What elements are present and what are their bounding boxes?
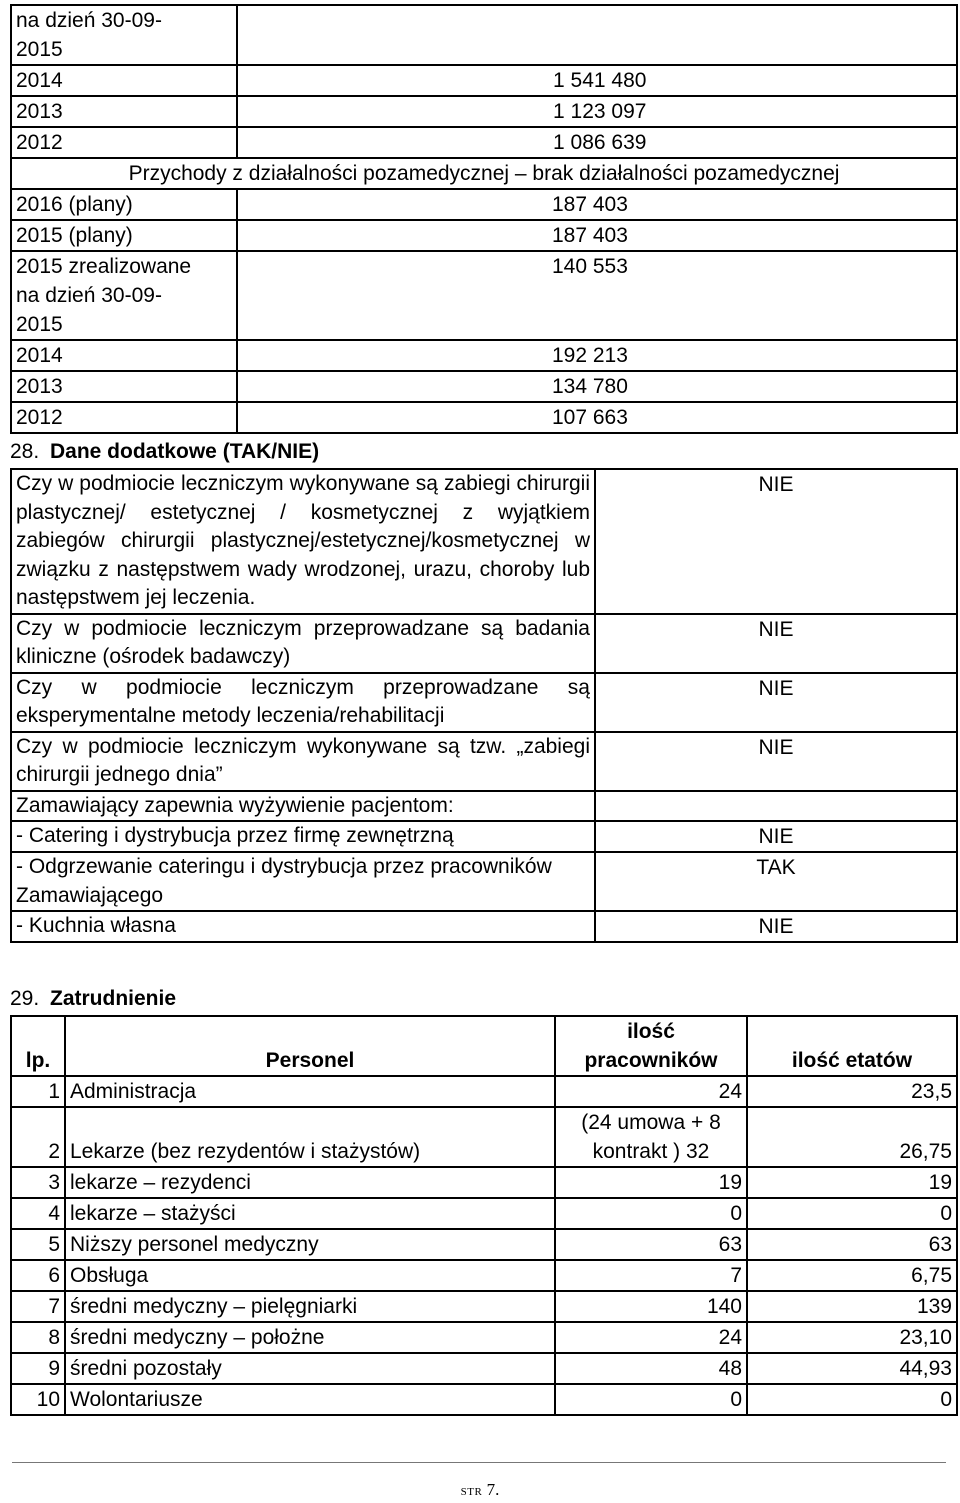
answer-cell: TAK: [595, 852, 957, 911]
table-row: [11, 821, 957, 852]
table-row: [11, 1384, 957, 1415]
lp-cell: 6: [11, 1260, 65, 1291]
column-header-personel: Personel: [65, 1016, 555, 1076]
section-28-heading: [10, 440, 319, 464]
name-cell: Obsługa: [65, 1260, 555, 1291]
table-row: [11, 852, 957, 911]
year-cell: 2013: [11, 96, 237, 127]
value-cell: [237, 5, 957, 65]
column-header-count: ilość pracowników: [555, 1016, 747, 1076]
table-row: [11, 1353, 957, 1384]
count-cell: 140: [555, 1291, 747, 1322]
value-cell: 1 086 639: [237, 127, 957, 158]
question-cell: Czy w podmiocie leczniczym przeprowadzane są badania kliniczne (ośrodek badawczy): [11, 614, 595, 673]
section-29-heading: [10, 987, 176, 1011]
year-cell: na dzień 30-09- 2015: [11, 5, 237, 65]
section-title: Dane dodatkowe (TAK/NIE): [50, 440, 320, 463]
lp-cell: 1: [11, 1076, 65, 1107]
answer-cell: NIE: [595, 732, 957, 791]
table-row: [11, 1167, 957, 1198]
answer-cell: NIE: [595, 911, 957, 942]
answer-cell: [595, 791, 957, 822]
lp-cell: 5: [11, 1229, 65, 1260]
table-row: [11, 220, 957, 251]
lp-cell: 4: [11, 1198, 65, 1229]
table-row: [11, 1322, 957, 1353]
fte-cell: 23,5: [747, 1076, 957, 1107]
table-row: [11, 791, 957, 822]
table-row: [11, 1076, 957, 1107]
table-row: [11, 371, 957, 402]
count-cell: 63: [555, 1229, 747, 1260]
fte-cell: 6,75: [747, 1260, 957, 1291]
table-row: [11, 911, 957, 942]
footer-divider: [12, 1462, 946, 1463]
fte-cell: 19: [747, 1167, 957, 1198]
income-table: [10, 4, 958, 434]
count-cell: 0: [555, 1384, 747, 1415]
year-cell: 2015 zrealizowane na dzień 30-09- 2015: [11, 251, 237, 340]
answer-cell: NIE: [595, 469, 957, 614]
year-cell: 2013: [11, 371, 237, 402]
fte-cell: 44,93: [747, 1353, 957, 1384]
question-cell: - Catering i dystrybucja przez firmę zewnętrzną: [11, 821, 595, 852]
question-cell: Zamawiający zapewnia wyżywienie pacjentom:: [11, 791, 595, 822]
table-row: [11, 1291, 957, 1322]
question-cell: - Odgrzewanie cateringu i dystrybucja przez pracowników Zamawiającego: [11, 852, 595, 911]
value-cell: 187 403: [237, 189, 957, 220]
section-number: 29.: [10, 987, 40, 1010]
name-cell: Wolontariusze: [65, 1384, 555, 1415]
question-cell: Czy w podmiocie leczniczym wykonywane są zabiegi chirurgii plastycznej/ estetycznej / kosmetycznej z wyjątkiem zabiegów chirurgii plastycznej/estetycznej/kosmetycznej w związku z następstwem wady wrodzonej, urazu, choroby lub następstwem jej leczenia.: [11, 469, 595, 614]
table-row: [11, 673, 957, 732]
lp-cell: 7: [11, 1291, 65, 1322]
count-cell: (24 umowa + 8 kontrakt ) 32: [555, 1107, 747, 1167]
count-cell: 48: [555, 1353, 747, 1384]
count-cell: 24: [555, 1322, 747, 1353]
table-row: [11, 732, 957, 791]
value-cell: 187 403: [237, 220, 957, 251]
table-row: [11, 158, 957, 189]
year-cell: 2015 (plany): [11, 220, 237, 251]
value-cell: 107 663: [237, 402, 957, 433]
fte-cell: 63: [747, 1229, 957, 1260]
name-cell: lekarze – stażyści: [65, 1198, 555, 1229]
value-cell: 134 780: [237, 371, 957, 402]
name-cell: lekarze – rezydenci: [65, 1167, 555, 1198]
name-cell: Administracja: [65, 1076, 555, 1107]
name-cell: średni medyczny – pielęgniarki: [65, 1291, 555, 1322]
year-cell: 2012: [11, 402, 237, 433]
lp-cell: 2: [11, 1107, 65, 1167]
name-cell: Niższy personel medyczny: [65, 1229, 555, 1260]
table-row: [11, 469, 957, 614]
table-row: [11, 402, 957, 433]
extra-data-table: [10, 468, 958, 943]
count-cell: 24: [555, 1076, 747, 1107]
table-header-row: [11, 1016, 957, 1076]
section-title: Zatrudnienie: [50, 987, 177, 1010]
answer-cell: NIE: [595, 821, 957, 852]
count-cell: 0: [555, 1198, 747, 1229]
lp-cell: 3: [11, 1167, 65, 1198]
page-prefix: STR: [460, 1486, 483, 1498]
fte-cell: 0: [747, 1384, 957, 1415]
count-cell: 19: [555, 1167, 747, 1198]
fte-cell: 23,10: [747, 1322, 957, 1353]
year-cell: 2016 (plany): [11, 189, 237, 220]
fte-cell: 0: [747, 1198, 957, 1229]
table-row: [11, 5, 957, 65]
name-cell: Lekarze (bez rezydentów i stażystów): [65, 1107, 555, 1167]
table-row: [11, 1107, 957, 1167]
answer-cell: NIE: [595, 673, 957, 732]
question-cell: Czy w podmiocie leczniczym wykonywane są tzw. „zabiegi chirurgii jednego dnia”: [11, 732, 595, 791]
table-row: [11, 65, 957, 96]
column-header-fte: ilość etatów: [747, 1016, 957, 1076]
question-cell: - Kuchnia własna: [11, 911, 595, 942]
year-cell: 2014: [11, 340, 237, 371]
staff-table: [10, 1015, 958, 1416]
name-cell: średni pozostały: [65, 1353, 555, 1384]
question-cell: Czy w podmiocie leczniczym przeprowadzane są eksperymentalne metody leczenia/rehabilitacji: [11, 673, 595, 732]
lp-cell: 9: [11, 1353, 65, 1384]
table-row: [11, 340, 957, 371]
lp-cell: 10: [11, 1384, 65, 1415]
year-cell: 2014: [11, 65, 237, 96]
income-subheading: Przychody z działalności pozamedycznej – brak działalności pozamedycznej: [11, 158, 957, 189]
table-row: [11, 1260, 957, 1291]
value-cell: 1 123 097: [237, 96, 957, 127]
page-footer: [0, 1480, 960, 1500]
count-cell: 7: [555, 1260, 747, 1291]
table-row: [11, 189, 957, 220]
name-cell: średni medyczny – położne: [65, 1322, 555, 1353]
fte-cell: 26,75: [747, 1107, 957, 1167]
table-row: [11, 1198, 957, 1229]
value-cell: 1 541 480: [237, 65, 957, 96]
table-row: [11, 251, 957, 340]
answer-cell: NIE: [595, 614, 957, 673]
table-row: [11, 1229, 957, 1260]
table-row: [11, 127, 957, 158]
year-cell: 2012: [11, 127, 237, 158]
table-row: [11, 96, 957, 127]
value-cell: 140 553: [237, 251, 957, 340]
page-number: 7.: [486, 1480, 500, 1499]
column-header-lp: lp.: [11, 1016, 65, 1076]
value-cell: 192 213: [237, 340, 957, 371]
table-row: [11, 614, 957, 673]
section-number: 28.: [10, 440, 40, 463]
lp-cell: 8: [11, 1322, 65, 1353]
fte-cell: 139: [747, 1291, 957, 1322]
